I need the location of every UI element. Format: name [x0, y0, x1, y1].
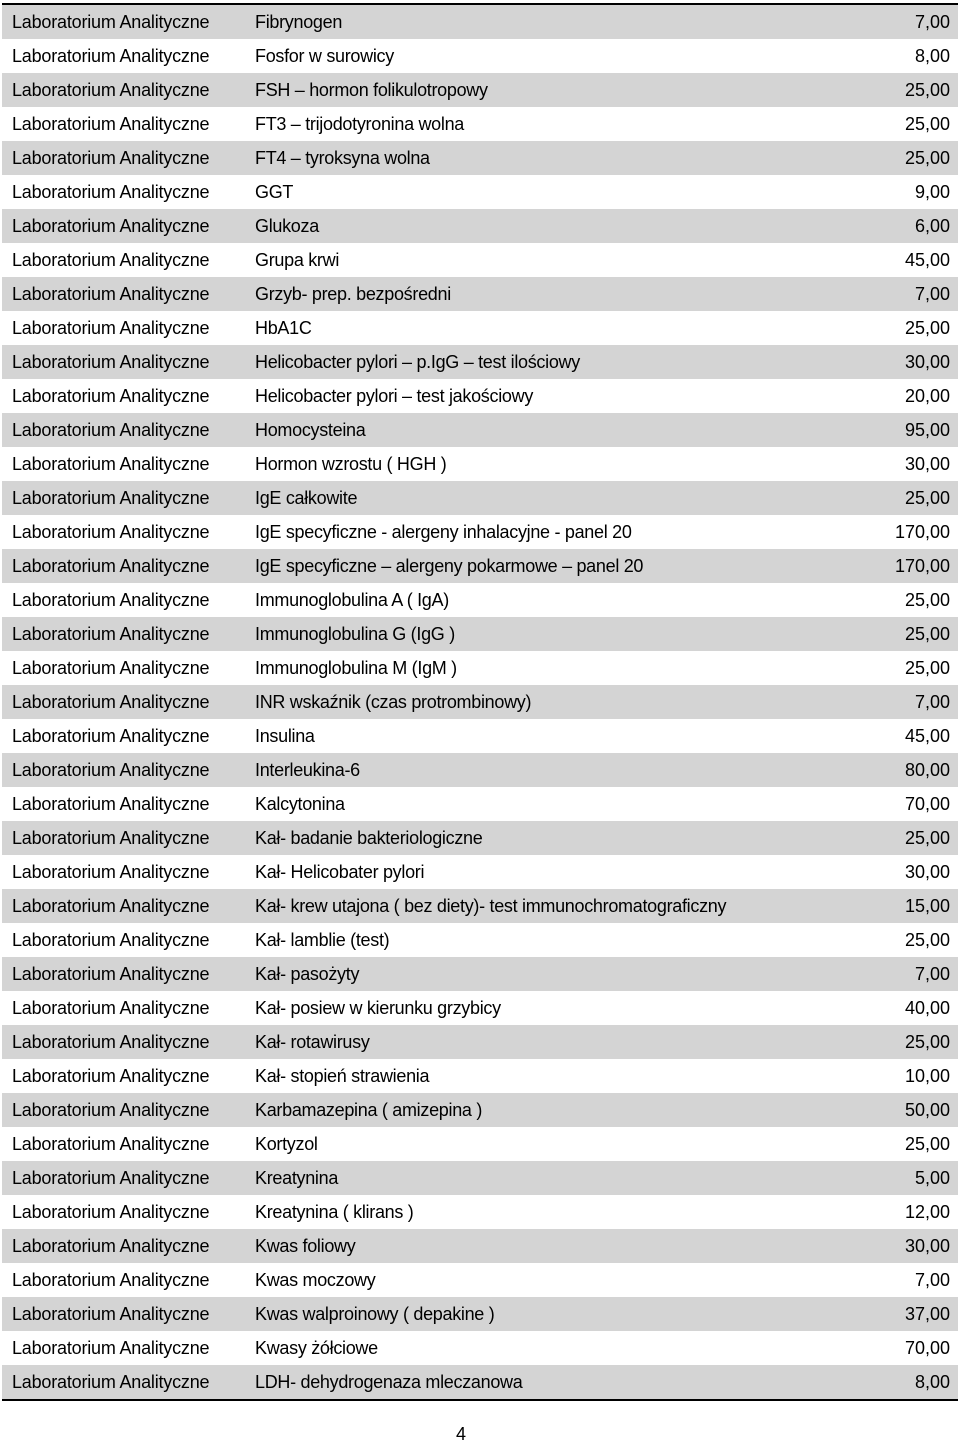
table-row: [2, 923, 958, 957]
department-cell: Laboratorium Analityczne: [12, 1269, 210, 1290]
department-cell: Laboratorium Analityczne: [12, 1371, 210, 1392]
table-row: [2, 753, 958, 787]
price-cell: 15,00: [904, 895, 950, 916]
price-cell: 37,00: [904, 1303, 950, 1324]
price-cell: 170,00: [894, 521, 950, 542]
test-name-cell: Immunoglobulina M (IgM ): [255, 657, 457, 678]
department-cell: Laboratorium Analityczne: [12, 317, 210, 338]
test-name-cell: Fosfor w surowicy: [255, 45, 394, 66]
department-cell: Laboratorium Analityczne: [12, 1167, 210, 1188]
department-cell: Laboratorium Analityczne: [12, 1133, 210, 1154]
test-name-cell: Interleukina-6: [255, 759, 360, 780]
test-name-cell: Kał- rotawirusy: [255, 1031, 370, 1052]
department-cell: Laboratorium Analityczne: [12, 1099, 210, 1120]
price-cell: 7,00: [914, 963, 950, 984]
department-cell: Laboratorium Analityczne: [12, 623, 210, 644]
test-name-cell: Helicobacter pylori – p.IgG – test ilościowy: [255, 351, 580, 372]
test-name-cell: IgE specyficzne - alergeny inhalacyjne - panel 20: [255, 521, 632, 542]
table-row: [2, 719, 958, 753]
department-cell: Laboratorium Analityczne: [12, 657, 210, 678]
department-cell: Laboratorium Analityczne: [12, 1031, 210, 1052]
table-row: [2, 1161, 958, 1195]
table-row: [2, 821, 958, 855]
test-name-cell: LDH- dehydrogenaza mleczanowa: [255, 1371, 523, 1392]
table-row: [2, 311, 958, 345]
table-row: [2, 1025, 958, 1059]
test-name-cell: Kwas moczowy: [255, 1269, 376, 1290]
department-cell: Laboratorium Analityczne: [12, 113, 210, 134]
test-name-cell: Kortyzol: [255, 1133, 318, 1154]
price-cell: 70,00: [904, 1337, 950, 1358]
table-row: [2, 651, 958, 685]
price-cell: 25,00: [904, 487, 950, 508]
table-row: [2, 107, 958, 141]
table-row: [2, 1195, 958, 1229]
test-name-cell: HbA1C: [255, 317, 312, 338]
price-cell: 25,00: [904, 1133, 950, 1154]
department-cell: Laboratorium Analityczne: [12, 555, 210, 576]
department-cell: Laboratorium Analityczne: [12, 1235, 210, 1256]
table-row: [2, 277, 958, 311]
department-cell: Laboratorium Analityczne: [12, 283, 210, 304]
test-name-cell: IgE całkowite: [255, 487, 358, 508]
test-name-cell: Grupa krwi: [255, 249, 340, 270]
table-row: [2, 787, 958, 821]
department-cell: Laboratorium Analityczne: [12, 385, 210, 406]
test-name-cell: Kwasy żółciowe: [255, 1337, 378, 1358]
test-name-cell: Kał- stopień strawienia: [255, 1065, 430, 1086]
department-cell: Laboratorium Analityczne: [12, 419, 210, 440]
price-cell: 25,00: [904, 113, 950, 134]
table-row: [2, 1331, 958, 1365]
department-cell: Laboratorium Analityczne: [12, 1201, 210, 1222]
price-cell: 7,00: [914, 1269, 950, 1290]
department-cell: Laboratorium Analityczne: [12, 691, 210, 712]
department-cell: Laboratorium Analityczne: [12, 351, 210, 372]
table-row: [2, 583, 958, 617]
table-row: [2, 855, 958, 889]
department-cell: Laboratorium Analityczne: [12, 895, 210, 916]
test-name-cell: Homocysteina: [255, 419, 366, 440]
test-name-cell: INR wskaźnik (czas protrombinowy): [255, 691, 532, 712]
table-row: [2, 1365, 958, 1399]
department-cell: Laboratorium Analityczne: [12, 11, 210, 32]
price-cell: 7,00: [914, 691, 950, 712]
department-cell: Laboratorium Analityczne: [12, 45, 210, 66]
test-name-cell: FT4 – tyroksyna wolna: [255, 147, 430, 168]
price-cell: 30,00: [904, 351, 950, 372]
price-cell: 30,00: [904, 861, 950, 882]
test-name-cell: GGT: [255, 181, 294, 202]
price-cell: 7,00: [914, 11, 950, 32]
table-row: [2, 1263, 958, 1297]
test-name-cell: Kreatynina ( klirans ): [255, 1201, 414, 1222]
price-cell: 5,00: [914, 1167, 950, 1188]
price-cell: 95,00: [904, 419, 950, 440]
department-cell: Laboratorium Analityczne: [12, 861, 210, 882]
table-row: [2, 413, 958, 447]
price-cell: 25,00: [904, 929, 950, 950]
price-cell: 45,00: [904, 725, 950, 746]
table-row: [2, 1297, 958, 1331]
table-row: [2, 481, 958, 515]
price-cell: 12,00: [904, 1201, 950, 1222]
table-row: [2, 957, 958, 991]
test-name-cell: Hormon wzrostu ( HGH ): [255, 453, 447, 474]
test-name-cell: Kreatynina: [255, 1167, 339, 1188]
department-cell: Laboratorium Analityczne: [12, 1303, 210, 1324]
department-cell: Laboratorium Analityczne: [12, 181, 210, 202]
page-number: 4: [455, 1424, 466, 1444]
test-name-cell: Grzyb- prep. bezpośredni: [255, 283, 451, 304]
price-cell: 25,00: [904, 317, 950, 338]
test-name-cell: Insulina: [255, 725, 315, 746]
price-cell: 25,00: [904, 589, 950, 610]
price-cell: 50,00: [904, 1099, 950, 1120]
test-name-cell: Kał- krew utajona ( bez diety)- test immunochromatograficzny: [255, 895, 727, 916]
table-row: [2, 1127, 958, 1161]
department-cell: Laboratorium Analityczne: [12, 759, 210, 780]
price-cell: 45,00: [904, 249, 950, 270]
price-cell: 80,00: [904, 759, 950, 780]
price-cell: 70,00: [904, 793, 950, 814]
table-row: [2, 5, 958, 39]
department-cell: Laboratorium Analityczne: [12, 963, 210, 984]
department-cell: Laboratorium Analityczne: [12, 793, 210, 814]
test-name-cell: FSH – hormon folikulotropowy: [255, 79, 488, 100]
table-row: [2, 685, 958, 719]
table-row: [2, 209, 958, 243]
test-name-cell: Immunoglobulina G (IgG ): [255, 623, 455, 644]
test-name-cell: Kał- posiew w kierunku grzybicy: [255, 997, 501, 1018]
price-cell: 6,00: [914, 215, 950, 236]
department-cell: Laboratorium Analityczne: [12, 521, 210, 542]
table-row: [2, 1229, 958, 1263]
table-row: [2, 549, 958, 583]
test-name-cell: Kał- lamblie (test): [255, 929, 390, 950]
price-cell: 7,00: [914, 283, 950, 304]
price-cell: 8,00: [914, 1371, 950, 1392]
price-cell: 9,00: [914, 181, 950, 202]
table-row: [2, 1093, 958, 1127]
price-cell: 25,00: [904, 657, 950, 678]
test-name-cell: Immunoglobulina A ( IgA): [255, 589, 449, 610]
table-row: [2, 141, 958, 175]
table-row: [2, 1059, 958, 1093]
price-cell: 30,00: [904, 453, 950, 474]
department-cell: Laboratorium Analityczne: [12, 215, 210, 236]
table-row: [2, 889, 958, 923]
price-cell: 170,00: [894, 555, 950, 576]
table-row: [2, 243, 958, 277]
table-row: [2, 991, 958, 1025]
price-cell: 8,00: [914, 45, 950, 66]
price-cell: 20,00: [904, 385, 950, 406]
test-name-cell: Helicobacter pylori – test jakościowy: [255, 385, 534, 406]
table-row: [2, 379, 958, 413]
price-cell: 25,00: [904, 827, 950, 848]
test-name-cell: Kał- badanie bakteriologiczne: [255, 827, 483, 848]
department-cell: Laboratorium Analityczne: [12, 827, 210, 848]
department-cell: Laboratorium Analityczne: [12, 147, 210, 168]
test-name-cell: Glukoza: [255, 215, 319, 236]
department-cell: Laboratorium Analityczne: [12, 249, 210, 270]
department-cell: Laboratorium Analityczne: [12, 453, 210, 474]
test-name-cell: Kalcytonina: [255, 793, 345, 814]
price-cell: 30,00: [904, 1235, 950, 1256]
test-name-cell: Kwas foliowy: [255, 1235, 356, 1256]
test-name-cell: IgE specyficzne – alergeny pokarmowe – panel 20: [255, 555, 644, 576]
price-cell: 40,00: [904, 997, 950, 1018]
department-cell: Laboratorium Analityczne: [12, 487, 210, 508]
table-row: [2, 447, 958, 481]
test-name-cell: Fibrynogen: [255, 11, 343, 32]
table-row: [2, 73, 958, 107]
test-name-cell: Kał- pasożyty: [255, 963, 360, 984]
test-name-cell: Karbamazepina ( amizepina ): [255, 1099, 483, 1120]
department-cell: Laboratorium Analityczne: [12, 79, 210, 100]
department-cell: Laboratorium Analityczne: [12, 1337, 210, 1358]
price-cell: 25,00: [904, 1031, 950, 1052]
department-cell: Laboratorium Analityczne: [12, 929, 210, 950]
department-cell: Laboratorium Analityczne: [12, 589, 210, 610]
price-cell: 25,00: [904, 147, 950, 168]
price-cell: 10,00: [904, 1065, 950, 1086]
table-row: [2, 617, 958, 651]
price-table: [2, 3, 958, 1401]
test-name-cell: Kwas walproinowy ( depakine ): [255, 1303, 495, 1324]
department-cell: Laboratorium Analityczne: [12, 1065, 210, 1086]
test-name-cell: FT3 – trijodotyronina wolna: [255, 113, 465, 134]
department-cell: Laboratorium Analityczne: [12, 997, 210, 1018]
test-name-cell: Kał- Helicobater pylori: [255, 861, 425, 882]
table-row: [2, 175, 958, 209]
table-row: [2, 39, 958, 73]
price-cell: 25,00: [904, 623, 950, 644]
table-row: [2, 515, 958, 549]
price-cell: 25,00: [904, 79, 950, 100]
table-row: [2, 345, 958, 379]
department-cell: Laboratorium Analityczne: [12, 725, 210, 746]
